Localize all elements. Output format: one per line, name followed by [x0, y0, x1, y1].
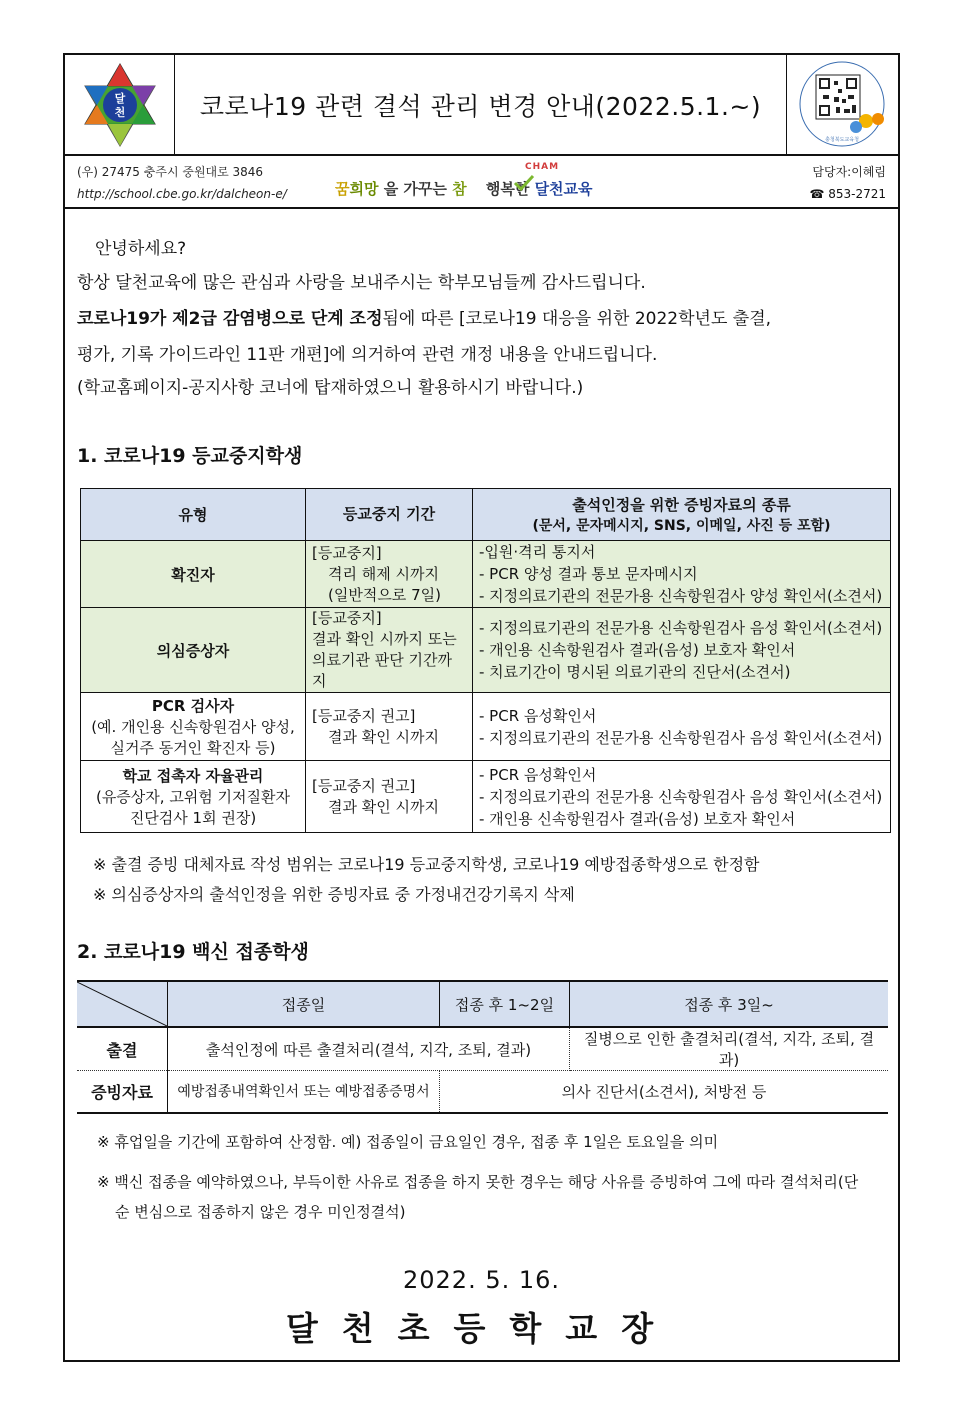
intro-line-3: 코로나19가 제2급 감염병으로 단계 조정됨에 따른 [코로나19 대응을 위한 2022학년도 출결, — [77, 309, 772, 329]
cham-mark: CHAM — [525, 162, 560, 172]
vaccine-table — [77, 980, 888, 1114]
svg-text:달: 달 — [114, 92, 126, 105]
school-url[interactable]: http://school.cbe.go.kr/dalcheon-e/ — [77, 187, 287, 201]
table-row: PCR 검사자 (예. 개인용 신속항원검사 양성, 실거주 동거인 확진자 등) [등교중지 권고] 결과 확인 시까지 - PCR 음성확인서 - 지정의료기관의 전문가용 신속항원검사 음성 확인서(소견서) — [81, 693, 891, 761]
greeting: 안녕하세요? — [95, 239, 187, 259]
title-cell — [175, 55, 787, 154]
section1-note-1: ※ 출결 증빙 대체자료 작성 범위는 코로나19 등교중지학생, 코로나19 예방접종학생으로 한정함 — [93, 855, 760, 874]
star-logo-icon — [80, 62, 160, 148]
diagonal-line — [77, 982, 167, 1026]
section2-note-2-cont: 순 변심으로 접종하지 않은 경우 미인정결석) — [115, 1203, 406, 1221]
section1-title: 1. 코로나19 등교중지학생 — [77, 445, 303, 467]
table-row: 학교 접촉자 자율관리 (유증상자, 고위험 기저질환자 진단검사 1회 권장) [등교중지 권고] 결과 확인 시까지 - PCR 음성확인서 - 지정의료기관의 전문가용 신속항원검사 음성 확인서(소견서) - 개인용 신속항원검사 결과(음성) 보호자 확인서 — [81, 761, 891, 833]
col-day-1-2: 접종 후 1~2일 — [440, 981, 570, 1027]
contact-phone: ☎ 853-2721 — [809, 187, 886, 201]
col-period: 등교중지 기간 — [306, 489, 473, 541]
table-row: 증빙자료 예방접종내역확인서 또는 예방접종증명서 의사 진단서(소견서), 처방전 등 — [77, 1071, 888, 1113]
document-frame — [63, 53, 900, 1362]
svg-text:천: 천 — [114, 106, 126, 119]
seal-qr-icon — [792, 59, 892, 149]
check-icon — [513, 174, 535, 192]
svg-text:충청북도교육청: 충청북도교육청 — [825, 137, 859, 143]
letterhead — [65, 55, 898, 156]
intro-line-2: 항상 달천교육에 많은 관심과 사랑을 보내주시는 학부모님들께 감사드립니다. — [77, 273, 646, 293]
table-row: 확진자 [등교중지] 격리 해제 시까지 (일반적으로 7일) -입원·격리 통지서 - PCR 양성 결과 통보 문자메시지 - 지정의료기관의 전문가용 신속항원검사 양성 확인서(소견서) — [81, 541, 891, 608]
document-date: 2022. 5. 16. — [402, 1266, 561, 1294]
diagonal-cell — [77, 981, 168, 1027]
section2-title: 2. 코로나19 백신 접종학생 — [77, 941, 309, 963]
col-vaccine-day: 접종일 — [168, 981, 440, 1027]
intro-line-4: 평가, 기록 가이드라인 11판 개편]에 의거하여 관련 개정 내용을 안내드립니다. — [77, 345, 658, 365]
table-header-row — [81, 489, 891, 541]
section2-note-2: ※ 백신 접종을 예약하였으나, 부득이한 사유로 접종을 하지 못한 경우는 해당 사유를 증빙하여 그에 따라 결석처리(단 — [97, 1173, 859, 1191]
col-type: 유형 — [81, 489, 306, 541]
col-evidence: 출석인정을 위한 증빙자료의 종류 (문서, 문자메시지, SNS, 이메일, 사진 등 포함) — [473, 489, 891, 541]
contact-person: 담당자:이혜림 — [812, 165, 886, 179]
page-title: 코로나19 관련 결석 관리 변경 안내(2022.5.1.~) — [199, 91, 762, 121]
intro-line-5: (학교홈페이지-공지사항 코너에 탑재하였으니 활용하시기 바랍니다.) — [77, 378, 584, 398]
quarantine-table — [80, 488, 891, 833]
table-row: 의심증상자 [등교중지] 결과 확인 시까지 또는 의료기관 판단 기간까지 - 지정의료기관의 전문가용 신속항원검사 음성 확인서(소견서) - 개인용 신속항원검사 결과(음성) 보호자 확인서 - 치료기간이 명시된 의료기관의 진단서(소견서) — [81, 608, 891, 693]
contact-row — [65, 156, 898, 209]
table-row: 출결 출석인정에 따른 출결처리(결석, 지각, 조퇴, 결과) 질병으로 인한 출결처리(결석, 지각, 조퇴, 결과) — [77, 1027, 888, 1071]
principal-signature: 달천초등학교장 — [285, 1309, 678, 1348]
table-header-row — [77, 981, 888, 1027]
col-day-3: 접종 후 3일~ — [570, 981, 889, 1027]
section1-note-2: ※ 의심증상자의 출석인정을 위한 증빙자료 중 가정내건강기록지 삭제 — [93, 885, 575, 904]
school-logo — [65, 55, 175, 154]
qr-seal — [787, 55, 898, 154]
section2-note-1: ※ 휴업일을 기간에 포함하여 산정함. 예) 접종일이 금요일인 경우, 접종 후 1일은 토요일을 의미 — [97, 1133, 719, 1151]
slogan: 꿈희망 을 가꾸는 참 CHAM 행복한 달천교육 — [335, 162, 593, 198]
school-address: (우) 27475 충주시 중원대로 3846 — [77, 165, 264, 179]
